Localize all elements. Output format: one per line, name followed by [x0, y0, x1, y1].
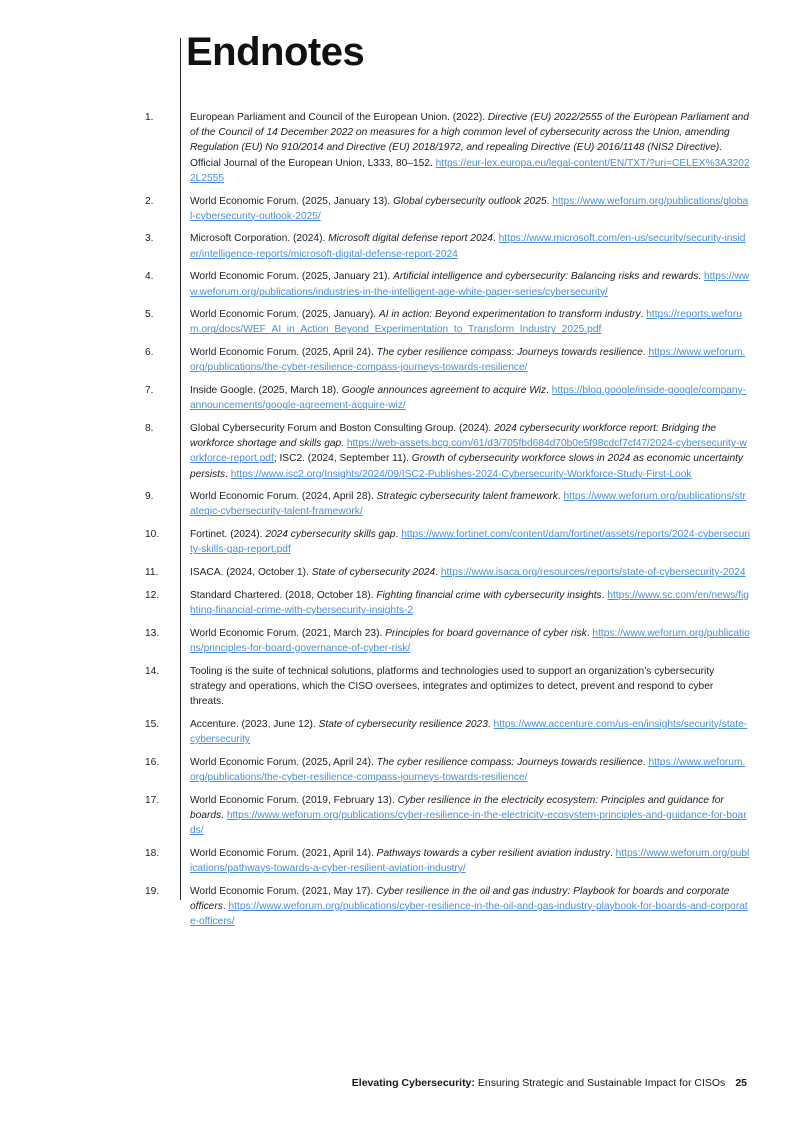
- endnote-link[interactable]: https://www.weforum.org/publications/global-cybersecurity-outlook-2025/: [190, 195, 749, 222]
- endnote-number: 14.: [145, 665, 160, 677]
- endnote-title: The cyber resilience compass: Journeys towards resilience: [376, 756, 643, 768]
- endnote-number: 4.: [145, 271, 154, 283]
- endnote-number: 9.: [145, 491, 154, 503]
- endnote-details: .: [221, 809, 227, 821]
- endnote-item: [145, 565, 750, 580]
- endnote-title: State of cybersecurity 2024: [311, 567, 436, 579]
- endnote-details: .: [487, 718, 494, 730]
- footer-report-subtitle: Ensuring Strategic and Sustainable Impact for CISOs: [474, 1077, 726, 1089]
- endnote-source: World Economic Forum. (2024, April 28).: [190, 491, 377, 503]
- endnote-source: Tooling is the suite of technical solutions, platforms and technologies used to support an organization’s cybersecurity strategy and operations, which the CISO oversees, integrates and optimizes to detect, prevent and respond to cyber threats.: [190, 665, 715, 707]
- endnote-title: Cyber resilience in the oil and gas industry: Playbook for boards and corporate officers: [190, 885, 730, 912]
- endnote-link[interactable]: https://www.sc.com/en/news/fighting-financial-crime-with-cybersecurity-insights-2: [190, 589, 749, 616]
- endnote-link[interactable]: https://www.weforum.org/publications/industries-in-the-intelligent-age-white-paper-series/cybersecurity/: [190, 271, 750, 298]
- endnote-link[interactable]: https://www.accenture.com/us-en/insights/security/state-cybersecurity: [190, 718, 748, 745]
- endnote-title: Microsoft digital defense report 2024: [328, 233, 493, 245]
- endnote-source: World Economic Forum. (2021, May 17).: [190, 885, 377, 897]
- endnote-source: ISACA. (2024, October 1).: [190, 567, 312, 579]
- endnote-details: .: [698, 271, 704, 283]
- endnote-title: Artificial intelligence and cybersecurity: Balancing risks and rewards: [393, 271, 699, 283]
- endnote-title: Global cybersecurity outlook 2025: [393, 195, 547, 207]
- endnote-source: World Economic Forum. (2019, February 13).: [190, 794, 398, 806]
- endnote-item: [145, 307, 750, 337]
- endnote-title: Growth of cybersecurity workforce slows in 2024 as economic uncertainty persists: [190, 453, 744, 480]
- endnotes-list: [145, 110, 750, 937]
- endnote-item: [145, 194, 750, 224]
- endnote-title: 2024 cybersecurity workforce report: Bridging the workforce shortage and skills gap: [190, 422, 717, 450]
- endnote-number: 17.: [145, 794, 160, 806]
- endnote-link[interactable]: https://www.microsoft.com/en-us/security/security-insider/intelligence-reports/microsoft-digital-defense-report-2024: [190, 233, 746, 260]
- endnote-title: Cyber resilience in the electricity ecosystem: Principles and guidance for boards: [190, 794, 724, 821]
- endnote-details: .: [546, 195, 553, 207]
- endnote-item: [145, 489, 750, 519]
- endnote-source: World Economic Forum. (2021, March 23).: [190, 627, 386, 639]
- endnote-link[interactable]: https://www.weforum.org/publications/pathways-towards-a-cyber-resilient-aviation-industry/: [190, 847, 750, 874]
- endnote-source: World Economic Forum. (2025, January).: [190, 309, 379, 321]
- endnote-title: AI in action: Beyond experimentation to transform industry: [378, 309, 641, 321]
- endnote-item: [145, 110, 750, 186]
- endnote-source: ; ISC2. (2024, September 11).: [273, 453, 412, 465]
- endnote-number: 16.: [145, 756, 160, 768]
- endnote-number: 1.: [145, 112, 154, 123]
- endnote-item: [145, 527, 750, 557]
- endnote-details: .: [642, 756, 649, 768]
- endnote-link[interactable]: https://blog.google/inside-google/company-announcements/google-agreement-acquire-wiz/: [190, 385, 747, 412]
- footer-report-title: Elevating Cybersecurity:: [351, 1077, 475, 1089]
- page-number: 25: [735, 1077, 747, 1089]
- endnote-source: Fortinet. (2024).: [190, 529, 266, 541]
- endnote-source: World Economic Forum. (2025, January 21).: [190, 271, 394, 283]
- endnote-details: . Official Journal of the European Union, L333, 80–152.: [190, 142, 723, 169]
- endnote-details: .: [640, 309, 647, 321]
- endnote-source: European Parliament and Council of the European Union. (2022).: [190, 112, 488, 123]
- endnote-item: [145, 269, 750, 299]
- endnote-item: [145, 793, 750, 839]
- endnote-number: 5.: [145, 309, 154, 321]
- endnote-item: [145, 626, 750, 656]
- endnote-title: Google announces agreement to acquire Wiz: [341, 385, 547, 397]
- endnote-source: World Economic Forum. (2025, April 24).: [190, 347, 377, 359]
- endnote-details: .: [225, 468, 231, 480]
- endnote-link[interactable]: https://www.weforum.org/publications/strategic-cybersecurity-talent-framework/: [190, 491, 746, 518]
- endnote-source: Accenture. (2023, June 12).: [190, 718, 319, 730]
- endnote-link[interactable]: https://www.isaca.org/resources/reports/state-of-cybersecurity-2024: [440, 567, 746, 579]
- endnote-item: [145, 421, 750, 482]
- endnote-title: Principles for board governance of cyber risk: [385, 627, 587, 639]
- endnote-details: .: [586, 627, 593, 639]
- endnote-item: [145, 664, 750, 710]
- endnote-number: 11.: [145, 567, 159, 579]
- endnote-link[interactable]: https://www.weforum.org/publications/the-cyber-resilience-compass-journeys-towards-resilience/: [190, 347, 746, 374]
- endnote-item: [145, 846, 750, 876]
- endnote-source: World Economic Forum. (2025, April 24).: [190, 756, 377, 768]
- endnote-link[interactable]: https://www.weforum.org/publications/the-cyber-resilience-compass-journeys-towards-resilience/: [190, 756, 746, 783]
- endnote-link[interactable]: https://web-assets.bcg.com/61/d3/705fbd684d70b0e5f98cdcf7cf47/2024-cybersecurity-workforce-report.pdf: [190, 438, 747, 465]
- endnote-details: .: [601, 589, 608, 601]
- endnote-item: [145, 717, 750, 747]
- endnote-item: [145, 383, 750, 413]
- endnote-details: .: [435, 567, 441, 579]
- endnote-number: 19.: [145, 885, 160, 897]
- endnote-details: .: [222, 900, 229, 912]
- endnote-number: 10.: [145, 529, 160, 541]
- endnote-details: .: [546, 385, 552, 397]
- endnote-number: 15.: [145, 718, 160, 730]
- endnote-details: .: [557, 491, 564, 503]
- endnote-title: Directive (EU) 2022/2555 of the European Parliament and of the Council of 14 December 2022 on measures for a high common level of cybersecurity across the Union, amending Regulation (EU) No 910/2014 and Directive (EU) 2018/1972, and repealing Directive (EU) 2016/1148 (NIS2 Directive): [190, 112, 749, 154]
- endnote-number: 18.: [145, 847, 160, 859]
- endnote-details: .: [341, 438, 347, 450]
- endnote-link[interactable]: https://eur-lex.europa.eu/legal-content/EN/TXT/?uri=CELEX%3A32022L2555: [190, 157, 750, 184]
- endnote-item: [145, 884, 750, 930]
- endnote-number: 7.: [145, 385, 154, 397]
- endnote-number: 6.: [145, 347, 154, 359]
- endnote-source: World Economic Forum. (2025, January 13).: [190, 195, 394, 207]
- endnote-title: Pathways towards a cyber resilient aviation industry: [376, 847, 610, 859]
- endnote-number: 3.: [145, 233, 154, 245]
- endnote-source: Inside Google. (2025, March 18).: [190, 385, 342, 397]
- page-title: Endnotes: [186, 30, 365, 74]
- endnote-item: [145, 588, 750, 618]
- endnote-title: Fighting financial crime with cybersecurity insights: [376, 589, 602, 601]
- endnote-source: Standard Chartered. (2018, October 18).: [190, 589, 377, 601]
- endnote-link[interactable]: https://www.weforum.org/publications/cyber-resilience-in-the-oil-and-gas-industry-playbook-for-boards-and-corporate-officers/: [190, 900, 748, 927]
- endnote-number: 12.: [145, 589, 160, 601]
- endnote-link[interactable]: https://www.fortinet.com/content/dam/fortinet/assets/reports/2024-cybersecurity-skills-gap-report.pdf: [190, 529, 751, 556]
- endnote-title: The cyber resilience compass: Journeys towards resilience: [376, 347, 643, 359]
- endnote-link[interactable]: https://www.weforum.org/publications/principles-for-board-governance-of-cyber-risk/: [190, 627, 750, 654]
- endnote-details: .: [609, 847, 616, 859]
- endnote-title: Strategic cybersecurity talent framework: [376, 491, 558, 503]
- endnote-details: .: [395, 529, 402, 541]
- endnote-title: 2024 cybersecurity skills gap: [265, 529, 396, 541]
- endnote-source: Microsoft Corporation. (2024).: [190, 233, 329, 245]
- endnote-number: 2.: [145, 195, 154, 207]
- endnote-details: .: [492, 233, 499, 245]
- endnote-title: State of cybersecurity resilience 2023: [318, 718, 488, 730]
- endnote-link[interactable]: https://www.isc2.org/Insights/2024/09/ISC2-Publishes-2024-Cybersecurity-Workforce-Study-First-Look: [230, 468, 692, 480]
- endnote-number: 13.: [145, 627, 160, 639]
- endnote-item: [145, 755, 750, 785]
- endnote-source: Global Cybersecurity Forum and Boston Consulting Group. (2024).: [190, 422, 495, 434]
- endnote-details: .: [642, 347, 649, 359]
- endnote-number: 8.: [145, 422, 154, 434]
- endnote-link[interactable]: https://reports.weforum.org/docs/WEF_AI_in_Action_Beyond_Experimentation_to_Transform_Industry_2025.pdf: [190, 309, 742, 336]
- page-footer: [352, 1076, 747, 1090]
- endnote-link[interactable]: https://www.weforum.org/publications/cyber-resilience-in-the-electricity-ecosystem-principles-and-guidance-for-boards/: [190, 809, 747, 836]
- endnote-item: [145, 231, 750, 261]
- endnote-source: World Economic Forum. (2021, April 14).: [190, 847, 377, 859]
- endnote-item: [145, 345, 750, 375]
